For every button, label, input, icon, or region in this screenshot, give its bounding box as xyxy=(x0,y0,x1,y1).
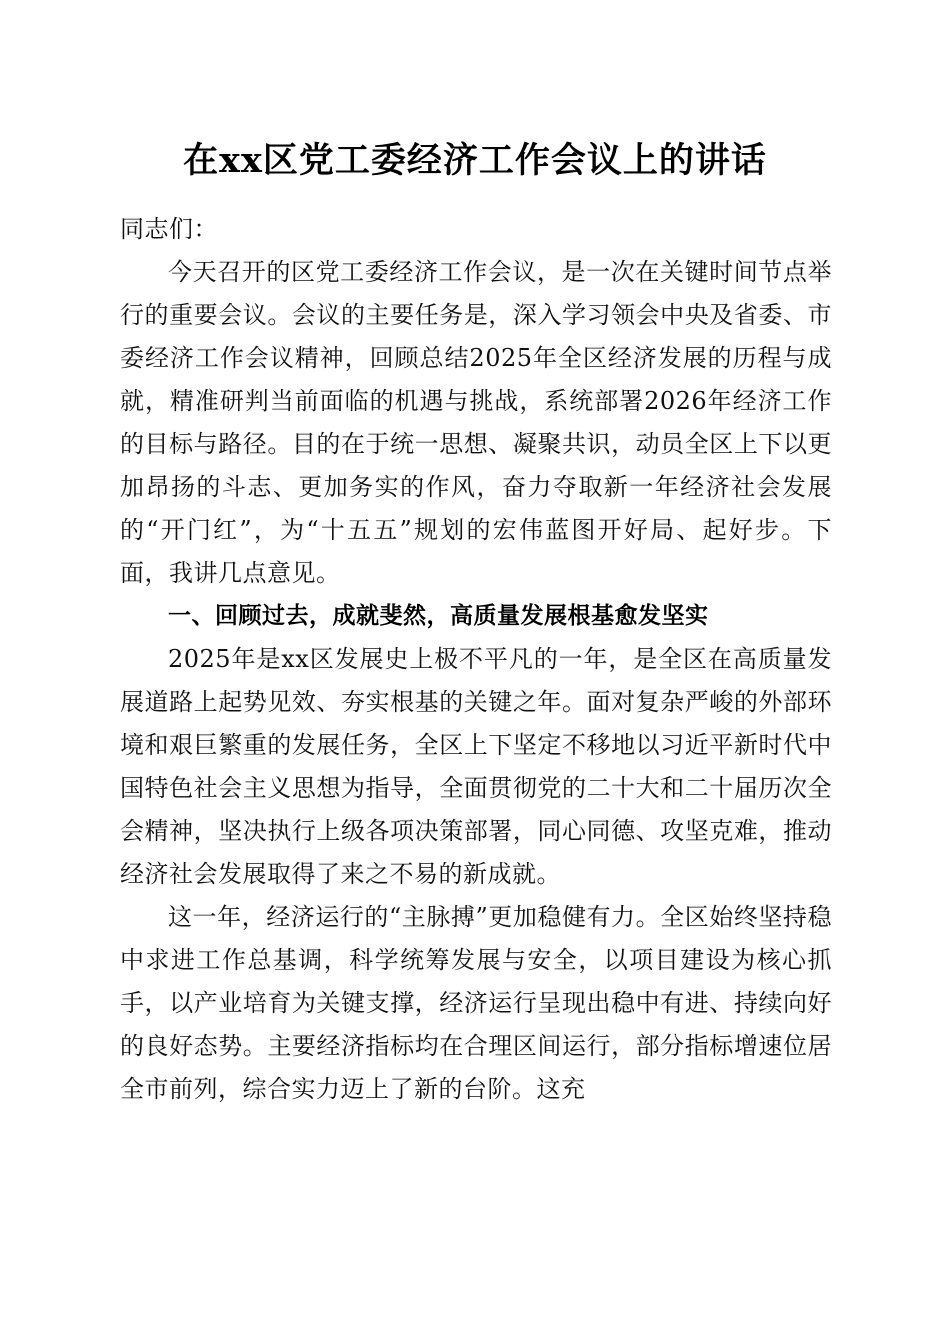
section-heading: 一、回顾过去，成就斐然，高质量发展根基愈发坚实 xyxy=(168,603,709,629)
section-paragraph: 这一年，经济运行的“主脉搏”更加稳健有力。全区始终坚持稳中求进工作总基调，科学统筹发展与安全，以项目建设为核心抓手，以产业培育为关键支撑，经济运行呈现出稳中有进、持续向好的良好态势。主要经济指标均在合理区间运行，部分指标增速位居全市前列，综合实力迈上了新的台阶。这充 xyxy=(120,903,832,1103)
document-body xyxy=(120,208,832,1111)
document-title: 在xx区党工委经济工作会议上的讲话 xyxy=(183,140,767,181)
salutation: 同志们： xyxy=(120,215,218,243)
intro-paragraph: 今天召开的区党工委经济工作会议，是一次在关键时间节点举行的重要会议。会议的主要任务是，深入学习领会中央及省委、市委经济工作会议精神，回顾总结2025年全区经济发展的历程与成就，精准研判当前面临的机遇与挑战，系统部署2026年经济工作的目标与路径。目的在于统一思想、凝聚共识，动员全区上下以更加昂扬的斗志、更加务实的作风，奋力夺取新一年经济社会发展的“开门红”，为“十五五”规划的宏伟蓝图开好局、起好步。下面，我讲几点意见。 xyxy=(120,258,832,587)
section-paragraph: 2025年是xx区发展史上极不平凡的一年，是全区在高质量发展道路上起势见效、夯实根基的关键之年。面对复杂严峻的外部环境和艰巨繁重的发展任务，全区上下坚定不移地以习近平新时代中国特色社会主义思想为指导，全面贯彻党的二十大和二十届历次全会精神，坚决执行上级各项决策部署，同心同德、攻坚克难，推动经济社会发展取得了来之不易的新成就。 xyxy=(120,645,832,888)
